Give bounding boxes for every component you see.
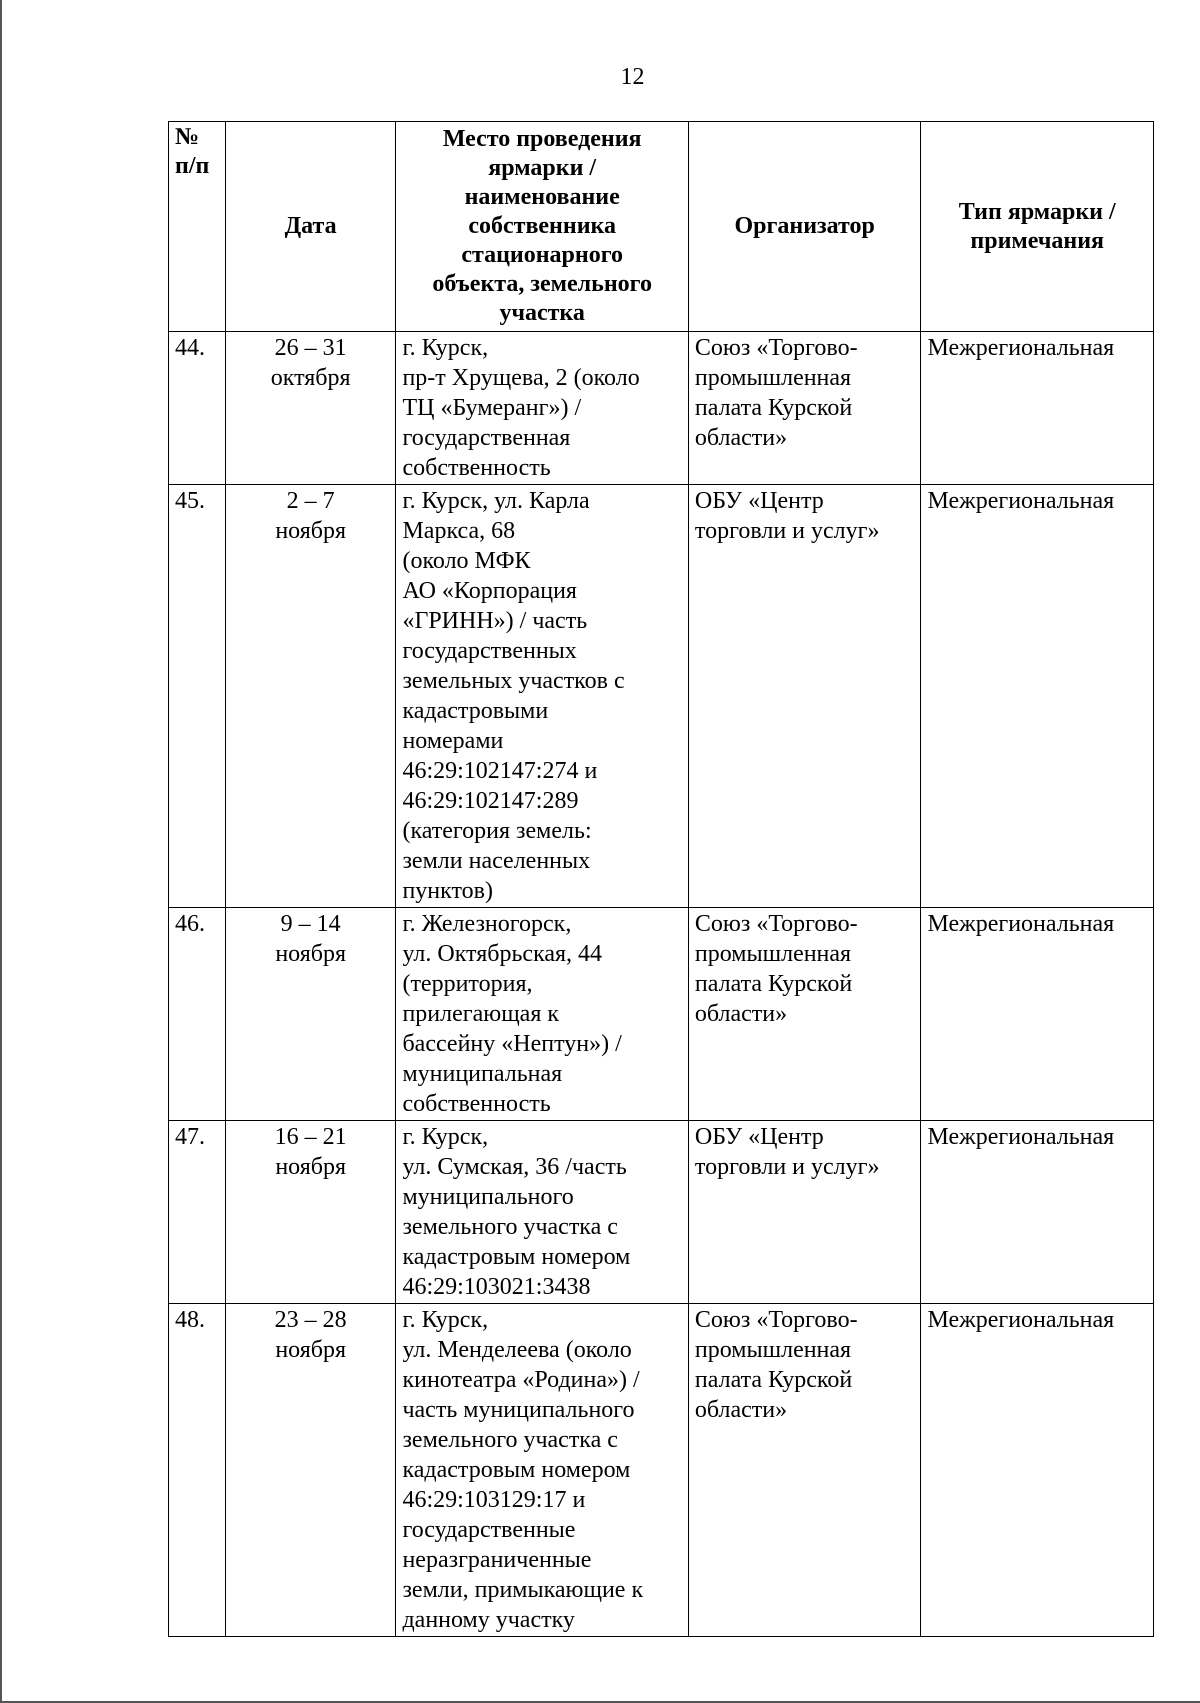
row-place-line: кадастровым номером (402, 1244, 631, 1270)
row-place-line: пр-т Хрущева, 2 (около (402, 365, 640, 391)
header-place-line: наименование (464, 184, 620, 210)
row-place-line: кинотеатра «Родина») / (402, 1367, 640, 1393)
header-number-line: п/п (175, 153, 210, 179)
table-row (169, 1121, 1154, 1304)
row-organizer-line: торговли и услуг» (694, 518, 880, 544)
row-place-line: (территория, (402, 971, 533, 997)
row-date-line: 16 – 21 (274, 1124, 347, 1150)
row-place-line: г. Курск, (402, 1307, 489, 1333)
row-place-line: ул. Сумская, 36 /часть (402, 1154, 627, 1180)
row-organizer-line: области» (694, 425, 788, 451)
row-place-line: г. Курск, (402, 1124, 489, 1150)
table-row (169, 1304, 1154, 1637)
header-place-line: собственника (468, 213, 616, 239)
row-organizer-line: ОБУ «Центр (694, 488, 824, 514)
row-organizer-line: торговли и услуг» (694, 1154, 880, 1180)
row-date-line: ноября (275, 1154, 346, 1180)
row-place-line: Маркса, 68 (402, 518, 516, 544)
row-place-line: 46:29:102147:289 (402, 788, 579, 814)
row-place-line: АО «Корпорация (402, 578, 577, 604)
row-date-line: ноября (275, 1337, 346, 1363)
row-date (225, 1304, 396, 1637)
row-date-line: 9 – 14 (280, 911, 341, 937)
row-date (225, 485, 396, 908)
row-place-line: данному участку (402, 1607, 575, 1633)
row-type: Межрегиональная (921, 908, 1154, 1121)
row-place-line: ул. Менделеева (около (402, 1337, 632, 1363)
scan-edge-left (0, 0, 2, 1703)
header-place (396, 122, 688, 332)
table-body (169, 332, 1154, 1637)
row-place-line: часть муниципального (402, 1397, 635, 1423)
row-date-line: ноября (275, 518, 346, 544)
row-place-line: кадастровым номером (402, 1457, 631, 1483)
row-place (396, 1121, 688, 1304)
row-place-line: прилегающая к (402, 1001, 560, 1027)
row-organizer-line: ОБУ «Центр (694, 1124, 824, 1150)
row-number: 46. (169, 908, 226, 1121)
page-number: 12 (620, 64, 645, 90)
row-place-line: неразграниченные (402, 1547, 592, 1573)
row-number: 48. (169, 1304, 226, 1637)
row-place-line: земельного участка с (402, 1427, 618, 1453)
row-organizer-line: Союз «Торгово- (694, 911, 858, 937)
row-organizer-line: области» (694, 1397, 788, 1423)
row-place-line: г. Железногорск, (402, 911, 572, 937)
row-place-line: земельных участков с (402, 668, 625, 694)
row-number: 45. (169, 485, 226, 908)
row-place-line: «ГРИНН») / часть (402, 608, 588, 634)
row-organizer (688, 1304, 921, 1637)
row-place-line: государственные (402, 1517, 576, 1543)
row-place-line: государственных (402, 638, 577, 664)
row-place-line: номерами (402, 728, 504, 754)
header-place-line: Место проведения (442, 126, 642, 152)
row-organizer (688, 485, 921, 908)
header-number-line: № (175, 124, 200, 150)
table-row (169, 908, 1154, 1121)
row-place (396, 332, 688, 485)
row-type: Межрегиональная (921, 1121, 1154, 1304)
row-place-line: 46:29:103129:17 и (402, 1487, 586, 1513)
row-place-line: земли, примыкающие к (402, 1577, 644, 1603)
row-organizer (688, 332, 921, 485)
header-type (921, 122, 1154, 332)
row-place-line: г. Курск, ул. Карла (402, 488, 590, 514)
header-place-line: стационарного (461, 242, 624, 268)
row-organizer-line: промышленная (694, 941, 852, 967)
header-type-line: примечания (970, 227, 1105, 254)
row-place-line: муниципального (402, 1184, 574, 1210)
table-row (169, 485, 1154, 908)
row-place-line: собственность (402, 1091, 551, 1117)
row-place-line: (около МФК (402, 548, 531, 574)
row-organizer-line: палата Курской (694, 395, 853, 421)
row-number: 47. (169, 1121, 226, 1304)
row-place-line: г. Курск, (402, 335, 489, 361)
row-date-line: 23 – 28 (274, 1307, 347, 1333)
row-organizer (688, 908, 921, 1121)
header-organizer: Организатор (688, 122, 921, 332)
row-organizer-line: Союз «Торгово- (694, 1307, 858, 1333)
row-date (225, 908, 396, 1121)
row-place-line: бассейну «Нептун») / (402, 1031, 622, 1057)
header-place-line: объекта, земельного (432, 271, 652, 297)
row-organizer-line: Союз «Торгово- (694, 335, 858, 361)
row-type: Межрегиональная (921, 1304, 1154, 1637)
header-place-line: участка (499, 300, 585, 326)
row-date-line: октября (270, 365, 351, 391)
table-header-row (169, 122, 1154, 332)
row-type: Межрегиональная (921, 485, 1154, 908)
row-place-line: ул. Октябрьская, 44 (402, 941, 603, 967)
row-place-line: пунктов) (402, 878, 493, 904)
row-place-line: 46:29:103021:3438 (402, 1274, 591, 1300)
row-organizer-line: палата Курской (694, 971, 853, 997)
row-place-line: собственность (402, 455, 551, 481)
row-place (396, 1304, 688, 1637)
row-place-line: земельного участка с (402, 1214, 618, 1240)
row-date-line: 26 – 31 (274, 335, 347, 361)
row-type: Межрегиональная (921, 332, 1154, 485)
row-place-line: земли населенных (402, 848, 591, 874)
row-organizer-line: промышленная (694, 365, 852, 391)
row-organizer (688, 1121, 921, 1304)
row-date-line: 2 – 7 (286, 488, 335, 514)
row-place-line: кадастровыми (402, 698, 549, 724)
row-place-line: государственная (402, 425, 571, 451)
row-place-line: муниципальная (402, 1061, 563, 1087)
row-organizer-line: области» (694, 1001, 788, 1027)
row-date (225, 332, 396, 485)
row-date-line: ноября (275, 941, 346, 967)
row-place (396, 485, 688, 908)
row-organizer-line: палата Курской (694, 1367, 853, 1393)
header-type-line: Тип ярмарки / (958, 198, 1116, 225)
row-place-line: ТЦ «Бумеранг») / (402, 395, 582, 421)
row-place-line: 46:29:102147:274 и (402, 758, 598, 784)
header-date: Дата (225, 122, 396, 332)
fairs-table (168, 121, 1154, 1637)
row-organizer-line: промышленная (694, 1337, 852, 1363)
row-place-line: (категория земель: (402, 818, 592, 844)
header-number (169, 122, 226, 332)
header-place-line: ярмарки / (488, 155, 597, 181)
row-date (225, 1121, 396, 1304)
row-place (396, 908, 688, 1121)
table-row (169, 332, 1154, 485)
row-number: 44. (169, 332, 226, 485)
